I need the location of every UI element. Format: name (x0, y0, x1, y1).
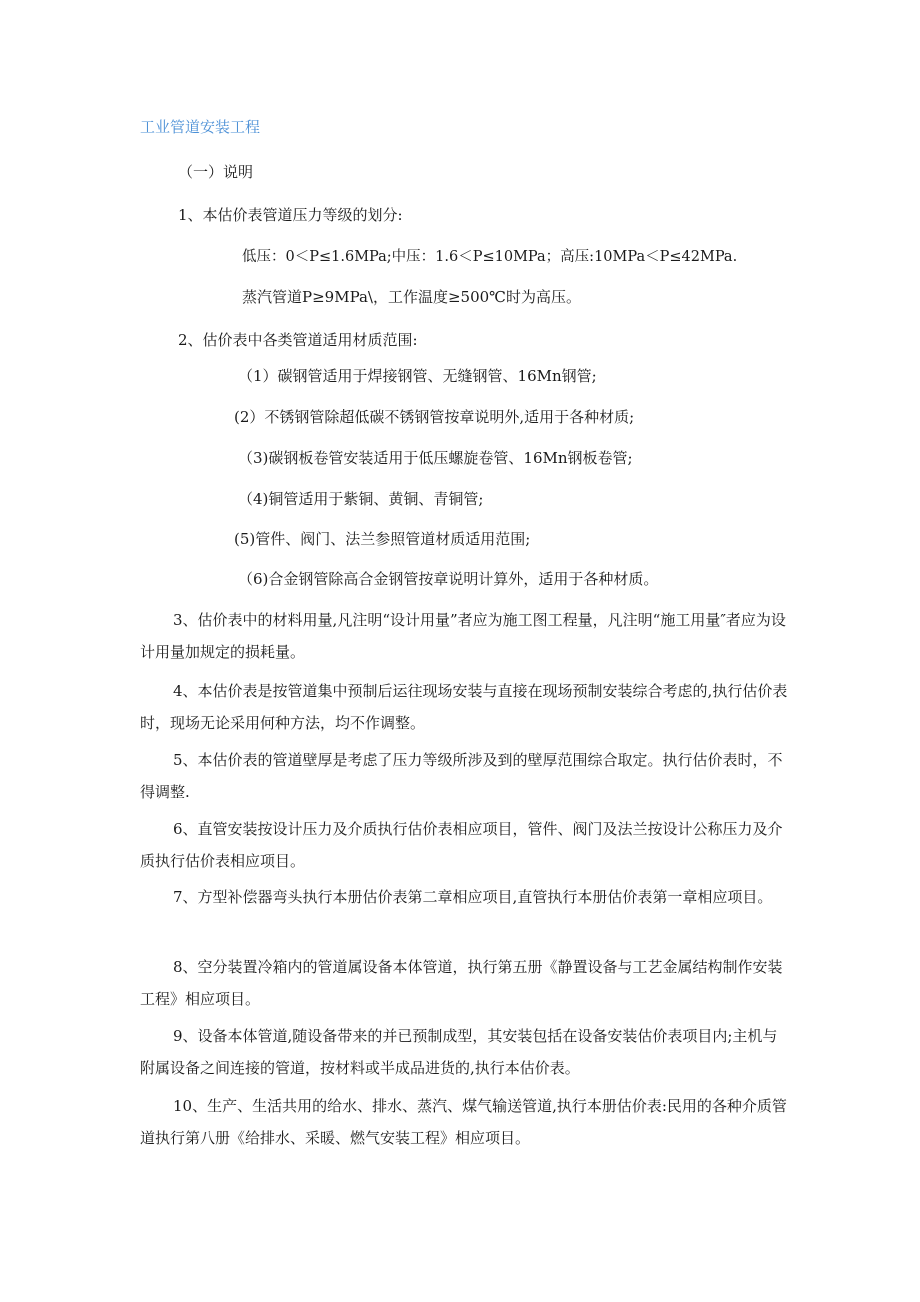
item-2-sub-6: （6)合金钢管除高合金钢管按章说明计算外，适用于各种材质。 (238, 570, 659, 588)
paragraph-10: 10、生产、生活共用的给水、排水、蒸汽、煤气输送管道,执行本册估价表:民用的各种介质管道执行第八册《给排水、采暖、燃气安装工程》相应项目。 (140, 1097, 787, 1147)
item-2-sub-5: (5)管件、阀门、法兰参照管道材质适用范围; (234, 530, 531, 548)
paragraph-4: 4、本估价表是按管道集中预制后运往现场安装与直接在现场预制安装综合考虑的,执行估价表时，现场无论采用何种方法，均不作调整。 (140, 682, 788, 732)
item-2-sub-2: (2）不锈钢管除超低碳不锈钢管按章说明外,适用于各种材质; (234, 408, 635, 426)
item-2-sub-1: （1）碳钢管适用于焊接钢管、无缝钢管、16Mn钢管; (238, 367, 597, 385)
item-2-sub-4: （4)铜管适用于紫铜、黄铜、青铜管; (238, 490, 484, 508)
paragraph-5: 5、本估价表的管道壁厚是考虑了压力等级所涉及到的壁厚范围综合取定。执行估价表时，不得调整. (140, 751, 783, 801)
document-title: 工业管道安装工程 (140, 118, 261, 136)
paragraph-8: 8、空分装置冷箱内的管道属设备本体管道，执行第五册《静置设备与工艺金属结构制作安装工程》相应项目。 (140, 958, 783, 1008)
item-2-heading: 2、估价表中各类管道适用材质范围: (178, 331, 418, 349)
paragraph-3: 3、估价表中的材料用量,凡注明“设计用量”者应为施工图工程量，凡注明“施工用量″者应为设计用量加规定的损耗量。 (140, 611, 786, 661)
item-1-line-1: 低压：0＜P≤1.6MPa;中压：1.6＜P≤10MPa；高压:10MPa＜P≤42MPa. (242, 249, 738, 265)
paragraph-9: 9、设备本体管道,随设备带来的并已预制成型，其安装包括在设备安装估价表项目内;主机与附属设备之间连接的管道，按材料或半成品进货的,执行本估价表。 (140, 1027, 778, 1077)
item-1-line-2: 蒸汽管道P≥9MPa\，工作温度≥500℃时为高压。 (242, 288, 581, 306)
item-2-sub-3: （3)碳钢板卷管安装适用于低压螺旋卷管、16Mn钢板卷管; (238, 449, 633, 467)
paragraph-7: 7、方型补偿器弯头执行本册估价表第二章相应项目,直管执行本册估价表第一章相应项目。 (173, 888, 773, 906)
paragraph-6: 6、直管安装按设计压力及介质执行估价表相应项目，管件、阀门及法兰按设计公称压力及介质执行估价表相应项目。 (140, 820, 783, 870)
section-heading: （一）说明 (178, 163, 254, 181)
item-1-heading: 1、本估价表管道压力等级的划分: (178, 206, 403, 224)
